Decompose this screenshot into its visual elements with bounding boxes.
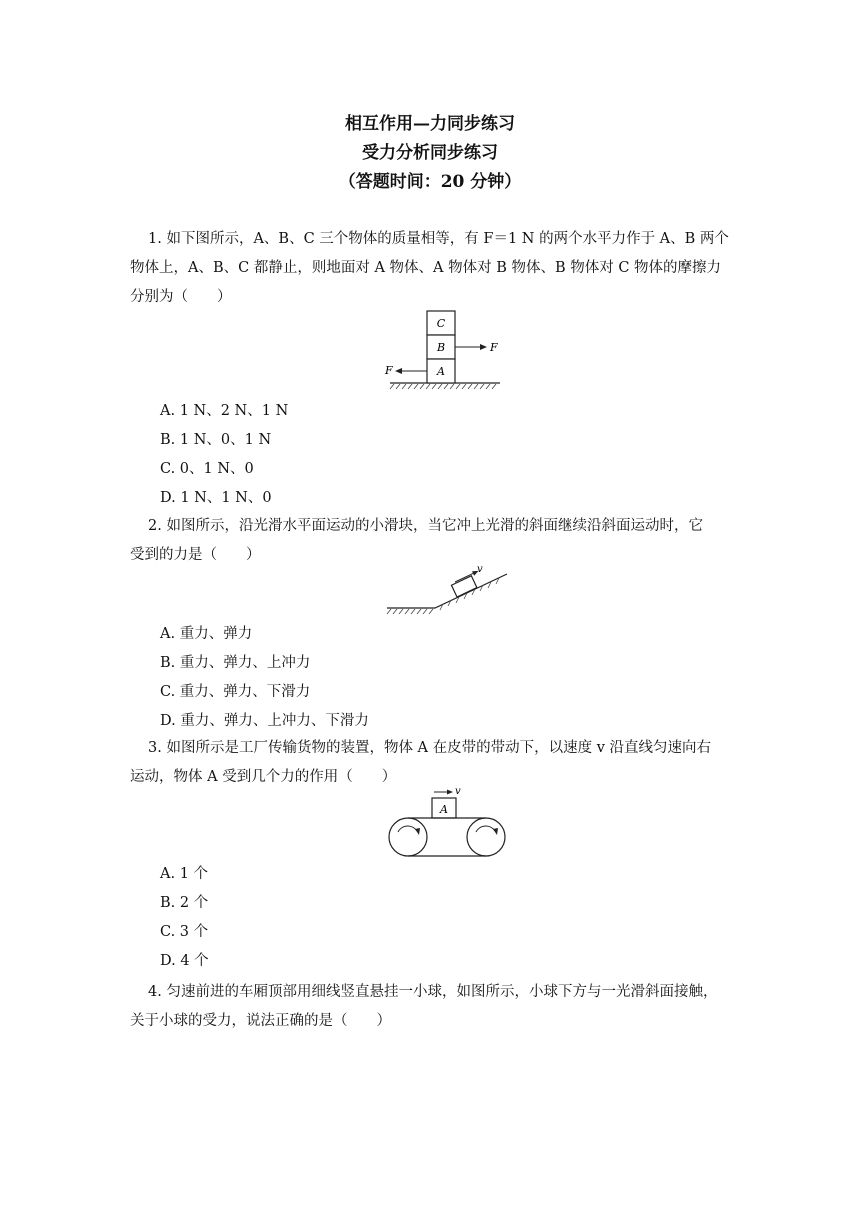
velocity-label: v <box>455 786 461 797</box>
left-pulley <box>389 818 427 856</box>
question-4-line-2: 关于小球的受力，说法正确的是（ ） <box>130 1013 391 1029</box>
option-item: A. 1 N、2 N、1 N <box>160 403 289 419</box>
question-2-options <box>160 620 369 736</box>
block-a-label: A <box>437 365 445 378</box>
right-pulley <box>467 818 505 856</box>
option-item: D. 1 N、1 N、0 <box>160 490 272 506</box>
question-1-line-2: 物体上，A、B、C 都静止，则地面对 A 物体、A 物体对 B 物体、B 物体对 C 物体的摩擦力 <box>130 260 722 276</box>
title-line-3: （答题时间：20 分钟） <box>338 172 522 192</box>
option-item: C. 重力、弹力、下滑力 <box>160 684 311 700</box>
block-b-label: B <box>436 341 446 354</box>
option-item: A. 重力、弹力 <box>160 626 253 642</box>
option-item: D. 4 个 <box>160 953 209 969</box>
slider-block <box>451 576 476 597</box>
option-item: A. 1 个 <box>160 866 209 882</box>
option-item: C. 3 个 <box>160 924 209 940</box>
question-2-line-1: 2. 如图所示，沿光滑水平面运动的小滑块，当它冲上光滑的斜面继续沿斜面运动时，它 <box>148 518 703 534</box>
force-left-label: F <box>385 364 393 377</box>
rotation-arrow-icon <box>493 828 498 835</box>
question-4-line-1: 4. 匀速前进的车厢顶部用细线竖直悬挂一小球，如图所示，小球下方与一光滑斜面接触， <box>148 984 718 1000</box>
question-1-figure <box>380 306 504 392</box>
force-left-arrow-icon <box>395 368 402 374</box>
option-item: B. 2 个 <box>160 895 209 911</box>
question-2-line-2: 受到的力是（ ） <box>130 547 261 563</box>
question-4-stem <box>130 978 742 1036</box>
question-3-line-2: 运动，物体 A 受到几个力的作用（ ） <box>130 769 397 785</box>
title-line-2: 受力分析同步练习 <box>362 143 498 163</box>
title-line-1: 相互作用—力同步练习 <box>345 114 515 134</box>
question-1-line-1: 1. 如下图所示，A、B、C 三个物体的质量相等，有 F＝1 N 的两个水平力作于 A、B 两个 <box>148 231 729 247</box>
option-item: D. 重力、弹力、上冲力、下滑力 <box>160 713 369 729</box>
option-item: C. 0、1 N、0 <box>160 461 254 477</box>
rotation-arrow-icon <box>415 828 420 835</box>
force-right-arrow-icon <box>480 344 487 350</box>
velocity-arrow-icon <box>447 790 453 795</box>
question-3-options <box>160 860 209 976</box>
force-right-label: F <box>490 341 498 354</box>
question-1-line-3: 分别为（ ） <box>130 289 232 305</box>
worksheet-title <box>0 110 860 197</box>
option-item: B. 1 N、0、1 N <box>160 432 272 448</box>
question-3-line-1: 3. 如图所示是工厂传输货物的装置，物体 A 在皮带的带动下，以速度 v 沿直线匀速向右 <box>148 740 712 756</box>
question-3-figure <box>385 786 509 858</box>
question-1-stem <box>130 225 742 312</box>
block-c-label: C <box>436 317 446 330</box>
velocity-label: v <box>477 564 483 575</box>
question-3-stem <box>130 734 742 792</box>
option-item: B. 重力、弹力、上冲力 <box>160 655 311 671</box>
question-2-figure <box>385 562 513 616</box>
cargo-block-label: A <box>440 803 448 816</box>
question-1-options <box>160 397 288 513</box>
